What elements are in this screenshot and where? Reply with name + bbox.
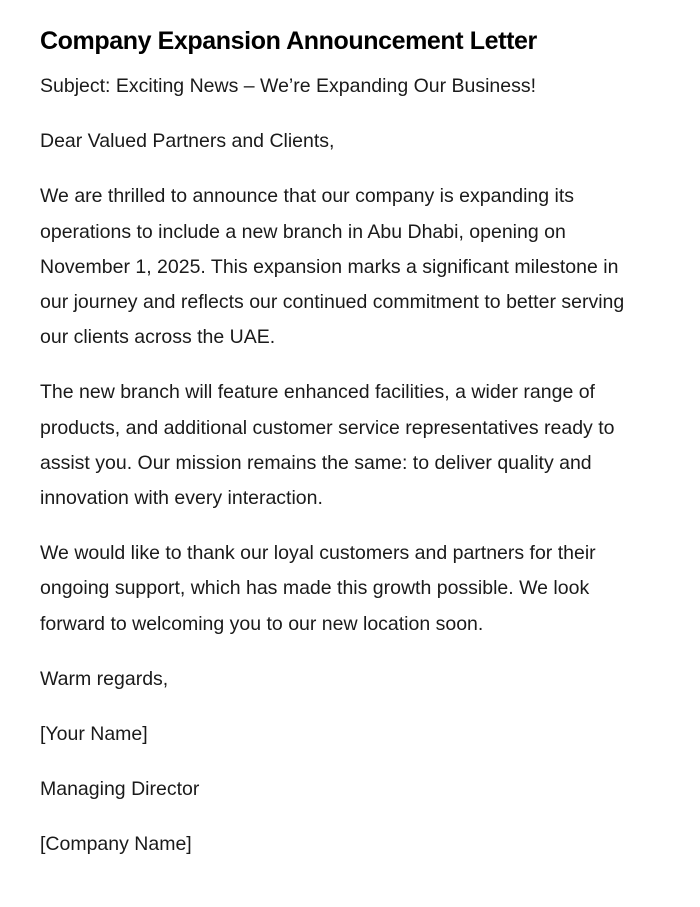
letter-title: Company Expansion Announcement Letter xyxy=(40,27,537,55)
letter-paragraph-features: The new branch will feature enhanced facilities, a wider range of products, and additional customer service representatives ready to assist you. Our mission remains the same: to deliver quality and innovation with every interaction. xyxy=(40,381,615,510)
letter-salutation: Dear Valued Partners and Clients, xyxy=(40,130,335,153)
signer-name: [Your Name] xyxy=(40,723,148,746)
signer-title: Managing Director xyxy=(40,778,200,801)
letter-paragraph-announcement: We are thrilled to announce that our company is expanding its operations to include a new branch in Abu Dhabi, opening on November 1, 2025. This expansion marks a significant milestone in our journey and reflects our continued commitment to better serving our clients across the UAE. xyxy=(40,185,625,349)
company-name: [Company Name] xyxy=(40,833,192,856)
letter-subject: Subject: Exciting News – We’re Expanding Our Business! xyxy=(40,75,537,97)
letter-document xyxy=(40,0,640,863)
letter-closing: Warm regards, xyxy=(40,667,169,690)
letter-paragraph-thanks: We would like to thank our loyal customers and partners for their ongoing support, which has made this growth possible. We look forward to welcoming you to our new location soon. xyxy=(40,542,596,635)
